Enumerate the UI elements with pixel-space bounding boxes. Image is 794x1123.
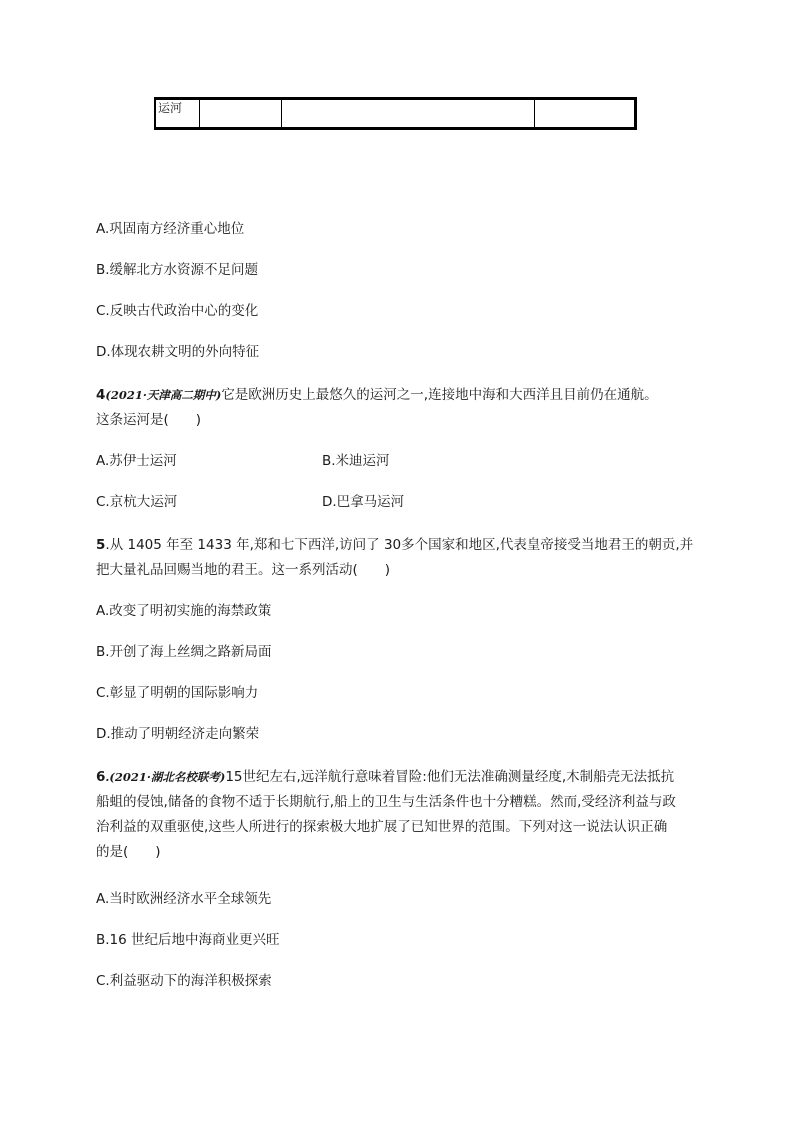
- q3-option-b: B.缓解北方水资源不足问题: [96, 262, 259, 278]
- q4-text-1: 它是欧洲历史上最悠久的运河之一,连接地中海和大西洋且目前仍在通航。: [221, 387, 658, 403]
- q6-option-b: B.16 世纪后地中海商业更兴旺: [96, 932, 280, 948]
- q5-stem-line-2: 把大量礼品回赐当地的君王。这一系列活动( ): [96, 562, 391, 578]
- q5-option-d: D.推动了明朝经济走向繁荣: [96, 726, 260, 742]
- table-cell: 运河: [158, 101, 183, 115]
- q3-option-a: A.巩固南方经济重心地位: [96, 221, 245, 237]
- q6-option-c: C.利益驱动下的海洋积极探索: [96, 973, 272, 989]
- q4-stem: [96, 383, 706, 433]
- table-fragment: [154, 97, 637, 130]
- q6-stem: [96, 765, 706, 865]
- table-cell: [199, 99, 281, 129]
- q4-stem-line-2: 这条运河是( ): [96, 412, 202, 428]
- q6-stem-line-1: [96, 765, 706, 790]
- q4-source: (2021·天津高二期中): [105, 388, 222, 402]
- q6-number: 6: [96, 769, 106, 785]
- q4-option-d: D.巴拿马运河: [322, 494, 405, 510]
- q5-number: 5: [96, 537, 106, 553]
- q6-stem-line-3: 治利益的双重驱使,这些人所进行的探索极大地扩展了已知世界的范围。下列对这一说法认识正确: [96, 819, 668, 835]
- q4-option-b: B.米迪运河: [322, 453, 390, 469]
- q5-option-c: C.彰显了明朝的国际影响力: [96, 685, 259, 701]
- q6-stem-line-2: 船蛆的侵蚀,储备的食物不适于长期航行,船上的卫生与生活条件也十分糟糕。然而,受经济利益与政: [96, 794, 676, 810]
- q5-option-a: A.改变了明初实施的海禁政策: [96, 603, 272, 619]
- table-cell: [281, 99, 534, 129]
- q4-option-a: A.苏伊士运河: [96, 453, 177, 469]
- q4-number: 4: [96, 387, 106, 403]
- q5-text-1: .从 1405 年至 1433 年,郑和七下西洋,访问了 30多个国家和地区,代表皇帝接受当地君王的朝贡,并: [105, 537, 694, 553]
- table-row: [155, 99, 636, 129]
- q3-option-c: C.反映古代政治中心的变化: [96, 303, 259, 319]
- q4-stem-line-1: [96, 383, 706, 408]
- q6-text-1: 15世纪左右,远洋航行意味着冒险:他们无法准确测量经度,木制船壳无法抵抗: [225, 769, 675, 785]
- q5-option-b: B.开创了海上丝绸之路新局面: [96, 644, 272, 660]
- q5-stem-line-1: [96, 533, 706, 558]
- q6-source: .(2021·湖北名校联考): [105, 770, 226, 784]
- q6-stem-line-4: 的是( ): [96, 844, 161, 860]
- q5-stem: [96, 533, 706, 583]
- q6-option-a: A.当时欧洲经济水平全球领先: [96, 891, 272, 907]
- q4-option-c: C.京杭大运河: [96, 494, 178, 510]
- table-cell: [534, 99, 635, 129]
- q3-option-d: D.体现农耕文明的外向特征: [96, 344, 260, 360]
